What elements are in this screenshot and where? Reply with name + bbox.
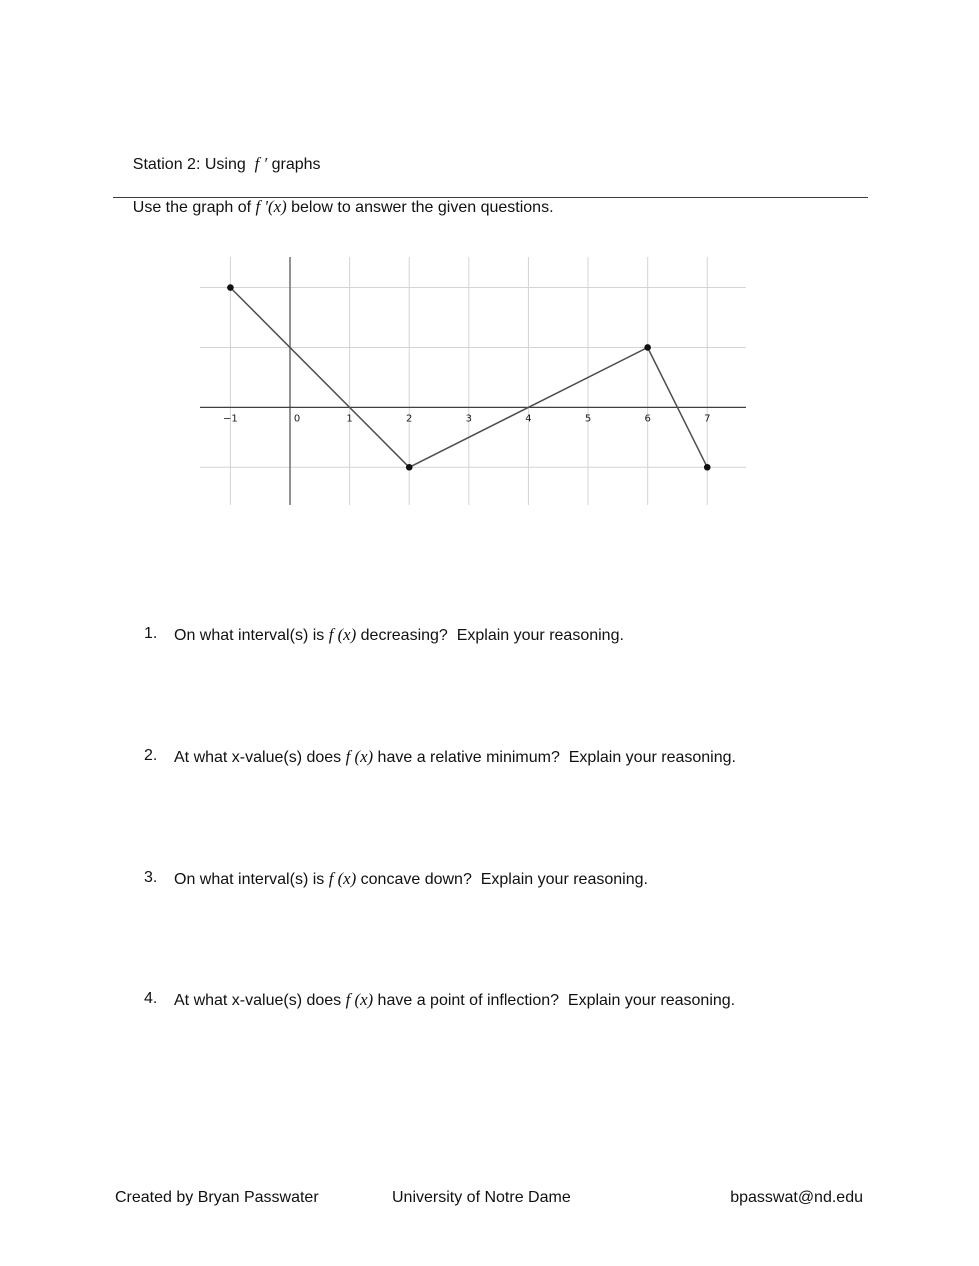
question-3-pre: On what interval(s) is — [174, 871, 329, 888]
math-fx: f (x) — [345, 747, 374, 766]
svg-text:−1: −1 — [223, 413, 238, 425]
question-2-post: have a relative minimum? Explain your reasoning. — [373, 749, 736, 766]
question-2-text — [174, 747, 736, 767]
intro-post: below to answer the given questions. — [286, 199, 554, 216]
svg-text:7: 7 — [704, 413, 711, 425]
footer-author: Created by Bryan Passwater — [115, 1189, 319, 1206]
svg-text:5: 5 — [584, 413, 592, 425]
footer-institution: University of Notre Dame — [392, 1189, 571, 1206]
question-3 — [144, 869, 944, 889]
question-4-post: have a point of inflection? Explain your reasoning. — [373, 992, 736, 1009]
fprime-graph-figure — [200, 257, 746, 505]
question-1-number: 1. — [144, 625, 158, 642]
graph-canvas — [200, 257, 746, 505]
question-4-text — [174, 990, 735, 1010]
intro-pre: Use the graph of — [132, 199, 256, 216]
question-3-number: 3. — [144, 869, 158, 886]
question-4 — [144, 990, 944, 1010]
page-title-suffix: graphs — [267, 156, 321, 173]
footer-email: bpasswat@nd.edu — [730, 1189, 863, 1206]
math-f-prime: f ′ — [254, 154, 268, 173]
intro-text — [115, 179, 554, 235]
math-fx: f (x) — [328, 625, 357, 644]
svg-text:4: 4 — [525, 413, 532, 425]
question-4-pre: At what x-value(s) does — [174, 992, 346, 1009]
svg-text:3: 3 — [465, 413, 473, 425]
question-1 — [144, 625, 944, 645]
svg-text:6: 6 — [644, 413, 651, 425]
question-2 — [144, 747, 944, 767]
svg-text:2: 2 — [406, 413, 413, 425]
question-1-post: decreasing? Explain your reasoning. — [356, 627, 624, 644]
question-3-post: concave down? Explain your reasoning. — [356, 871, 648, 888]
question-2-pre: At what x-value(s) does — [174, 749, 346, 766]
math-fx: f (x) — [328, 869, 357, 888]
page-title-prefix: Station 2: Using — [132, 156, 255, 173]
question-2-number: 2. — [144, 747, 158, 764]
question-1-pre: On what interval(s) is — [174, 627, 329, 644]
question-4-number: 4. — [144, 990, 158, 1007]
math-f-prime-x: f ′(x) — [255, 197, 287, 216]
svg-text:1: 1 — [346, 413, 353, 425]
math-fx: f (x) — [345, 990, 374, 1009]
question-3-text — [174, 869, 648, 889]
svg-text:0: 0 — [293, 413, 301, 425]
question-1-text — [174, 625, 624, 645]
